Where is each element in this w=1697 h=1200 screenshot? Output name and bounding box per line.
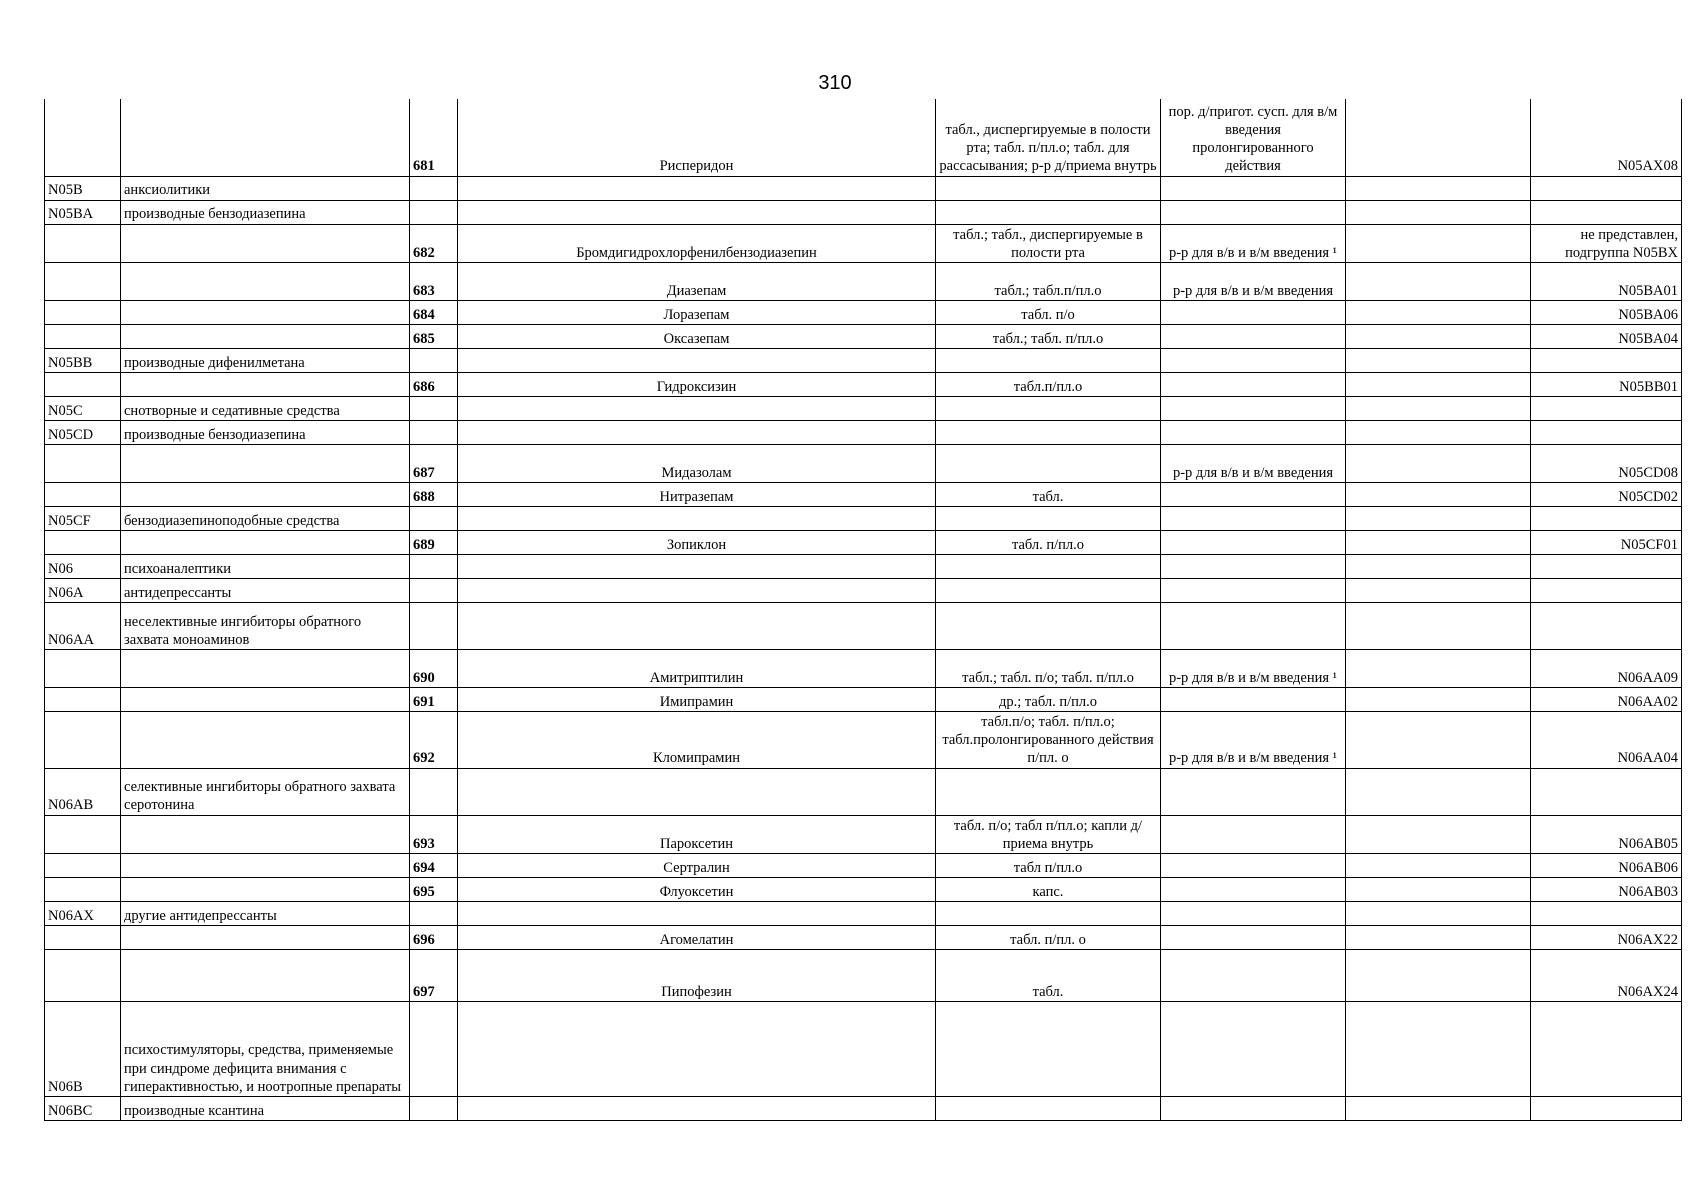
drug-name: Имипрамин xyxy=(458,687,936,711)
atc-code: N06AB06 xyxy=(1531,853,1682,877)
dosage-form: табл. п/о; табл п/пл.о; капли д/приема внутрь xyxy=(936,815,1161,853)
drug-name: Нитразепам xyxy=(458,482,936,506)
atc-group-code: N06AX xyxy=(45,901,121,925)
drug-row xyxy=(45,711,1682,768)
group-row xyxy=(45,768,1682,815)
drug-name xyxy=(458,901,936,925)
dosage-form: табл. п/пл.о xyxy=(936,530,1161,554)
drug-row xyxy=(45,99,1682,176)
drug-row xyxy=(45,444,1682,482)
item-number: 689 xyxy=(410,530,458,554)
note-cell xyxy=(1346,506,1531,530)
dosage-form xyxy=(936,578,1161,602)
dosage-form: табл.; табл. п/пл.о xyxy=(936,324,1161,348)
drug-name: Пипофезин xyxy=(458,949,936,1001)
item-number: 686 xyxy=(410,372,458,396)
injection-form: р-р для в/в и в/м введения ¹ xyxy=(1161,711,1346,768)
dosage-form: табл. п/пл. о xyxy=(936,925,1161,949)
drug-name: Флуоксетин xyxy=(458,877,936,901)
item-number xyxy=(410,554,458,578)
item-number xyxy=(410,200,458,224)
group-name: другие антидепрессанты xyxy=(121,901,410,925)
dosage-form: табл. xyxy=(936,949,1161,1001)
drug-name xyxy=(458,554,936,578)
note-cell xyxy=(1346,578,1531,602)
note-cell xyxy=(1346,530,1531,554)
injection-form xyxy=(1161,530,1346,554)
item-number: 682 xyxy=(410,224,458,262)
group-name: производные бензодиазепина xyxy=(121,420,410,444)
dosage-form xyxy=(936,200,1161,224)
note-cell xyxy=(1346,420,1531,444)
drug-name: Оксазепам xyxy=(458,324,936,348)
item-number xyxy=(410,602,458,649)
atc-group-code xyxy=(45,711,121,768)
item-number: 690 xyxy=(410,649,458,687)
drug-name xyxy=(458,420,936,444)
atc-group-code xyxy=(45,372,121,396)
group-name: психостимуляторы, средства, применяемые при синдроме дефицита внимания с гиперактивностью, и ноотропные препараты xyxy=(121,1001,410,1096)
drug-row xyxy=(45,925,1682,949)
injection-form: р-р для в/в и в/м введения ¹ xyxy=(1161,649,1346,687)
item-number: 685 xyxy=(410,324,458,348)
item-number: 683 xyxy=(410,262,458,300)
injection-form xyxy=(1161,506,1346,530)
item-number: 688 xyxy=(410,482,458,506)
atc-code xyxy=(1531,578,1682,602)
injection-form xyxy=(1161,324,1346,348)
dosage-form xyxy=(936,420,1161,444)
atc-code xyxy=(1531,768,1682,815)
drug-name: Сертралин xyxy=(458,853,936,877)
atc-code xyxy=(1531,200,1682,224)
item-number: 694 xyxy=(410,853,458,877)
drug-row xyxy=(45,482,1682,506)
drug-row xyxy=(45,300,1682,324)
atc-group-code xyxy=(45,853,121,877)
atc-group-code xyxy=(45,444,121,482)
atc-group-code: N06BC xyxy=(45,1096,121,1120)
group-row xyxy=(45,396,1682,420)
item-number: 687 xyxy=(410,444,458,482)
atc-group-code: N06 xyxy=(45,554,121,578)
drug-row xyxy=(45,530,1682,554)
drug-row xyxy=(45,372,1682,396)
dosage-form: табл.п/пл.о xyxy=(936,372,1161,396)
item-number: 695 xyxy=(410,877,458,901)
injection-form xyxy=(1161,687,1346,711)
atc-group-code xyxy=(45,687,121,711)
injection-form xyxy=(1161,482,1346,506)
dosage-form xyxy=(936,444,1161,482)
drug-name: Лоразепам xyxy=(458,300,936,324)
note-cell xyxy=(1346,200,1531,224)
injection-form xyxy=(1161,925,1346,949)
atc-code xyxy=(1531,554,1682,578)
atc-group-code: N05BA xyxy=(45,200,121,224)
drug-name xyxy=(458,176,936,200)
atc-code: N05CD02 xyxy=(1531,482,1682,506)
atc-code: N05BA06 xyxy=(1531,300,1682,324)
note-cell xyxy=(1346,853,1531,877)
note-cell xyxy=(1346,949,1531,1001)
atc-group-code xyxy=(45,949,121,1001)
drug-row xyxy=(45,262,1682,300)
injection-form xyxy=(1161,420,1346,444)
atc-group-code xyxy=(45,925,121,949)
item-number: 692 xyxy=(410,711,458,768)
group-row xyxy=(45,200,1682,224)
injection-form xyxy=(1161,1096,1346,1120)
dosage-form xyxy=(936,768,1161,815)
injection-form xyxy=(1161,176,1346,200)
note-cell xyxy=(1346,901,1531,925)
note-cell xyxy=(1346,602,1531,649)
dosage-form xyxy=(936,176,1161,200)
dosage-form xyxy=(936,602,1161,649)
note-cell xyxy=(1346,372,1531,396)
drug-row xyxy=(45,949,1682,1001)
dosage-form xyxy=(936,348,1161,372)
injection-form: р-р для в/в и в/м введения ¹ xyxy=(1161,224,1346,262)
note-cell xyxy=(1346,687,1531,711)
item-number xyxy=(410,901,458,925)
group-name xyxy=(121,877,410,901)
group-row xyxy=(45,1001,1682,1096)
note-cell xyxy=(1346,711,1531,768)
note-cell xyxy=(1346,1096,1531,1120)
drug-name: Пароксетин xyxy=(458,815,936,853)
injection-form: р-р для в/в и в/м введения xyxy=(1161,444,1346,482)
drug-row xyxy=(45,853,1682,877)
atc-group-code: N06A xyxy=(45,578,121,602)
item-number: 684 xyxy=(410,300,458,324)
item-number xyxy=(410,506,458,530)
atc-group-code: N06AA xyxy=(45,602,121,649)
drug-name xyxy=(458,348,936,372)
group-name: снотворные и седативные средства xyxy=(121,396,410,420)
injection-form: пор. д/пригот. сусп. для в/м введения пролонгированного действия xyxy=(1161,99,1346,176)
atc-code: N05AX08 xyxy=(1531,99,1682,176)
group-name xyxy=(121,324,410,348)
atc-code: N05CD08 xyxy=(1531,444,1682,482)
drug-row xyxy=(45,224,1682,262)
atc-group-code xyxy=(45,324,121,348)
note-cell xyxy=(1346,324,1531,348)
atc-group-code xyxy=(45,815,121,853)
atc-code xyxy=(1531,176,1682,200)
drug-row xyxy=(45,815,1682,853)
group-name xyxy=(121,372,410,396)
item-number xyxy=(410,1096,458,1120)
drug-name: Диазепам xyxy=(458,262,936,300)
group-name: бензодиазепиноподобные средства xyxy=(121,506,410,530)
item-number xyxy=(410,420,458,444)
group-name: производные бензодиазепина xyxy=(121,200,410,224)
drug-name xyxy=(458,200,936,224)
item-number xyxy=(410,768,458,815)
group-name: производные дифенилметана xyxy=(121,348,410,372)
group-name xyxy=(121,925,410,949)
injection-form xyxy=(1161,602,1346,649)
drug-name xyxy=(458,396,936,420)
injection-form xyxy=(1161,372,1346,396)
atc-group-code xyxy=(45,224,121,262)
injection-form xyxy=(1161,901,1346,925)
injection-form xyxy=(1161,1001,1346,1096)
note-cell xyxy=(1346,300,1531,324)
note-cell xyxy=(1346,768,1531,815)
dosage-form: табл.п/о; табл. п/пл.о; табл.пролонгированного действия п/пл. о xyxy=(936,711,1161,768)
group-name: неселективные ингибиторы обратного захвата моноаминов xyxy=(121,602,410,649)
group-name xyxy=(121,300,410,324)
atc-group-code: N05CF xyxy=(45,506,121,530)
group-name: психоаналептики xyxy=(121,554,410,578)
drug-name: Мидазолам xyxy=(458,444,936,482)
note-cell xyxy=(1346,176,1531,200)
dosage-form: табл.; табл. п/о; табл. п/пл.о xyxy=(936,649,1161,687)
atc-code: N06AB05 xyxy=(1531,815,1682,853)
group-name xyxy=(121,99,410,176)
dosage-form xyxy=(936,554,1161,578)
drug-name xyxy=(458,506,936,530)
group-row xyxy=(45,506,1682,530)
dosage-form xyxy=(936,1096,1161,1120)
group-row xyxy=(45,578,1682,602)
item-number: 696 xyxy=(410,925,458,949)
dosage-form xyxy=(936,901,1161,925)
group-name xyxy=(121,711,410,768)
note-cell xyxy=(1346,348,1531,372)
drug-name: Кломипрамин xyxy=(458,711,936,768)
drug-name: Амитриптилин xyxy=(458,649,936,687)
atc-code xyxy=(1531,396,1682,420)
atc-group-code xyxy=(45,99,121,176)
group-row xyxy=(45,901,1682,925)
note-cell xyxy=(1346,649,1531,687)
note-cell xyxy=(1346,815,1531,853)
atc-code: N05BA04 xyxy=(1531,324,1682,348)
atc-code: N06AA09 xyxy=(1531,649,1682,687)
atc-group-code xyxy=(45,482,121,506)
drug-name: Рисперидон xyxy=(458,99,936,176)
drug-name xyxy=(458,768,936,815)
atc-group-code: N06B xyxy=(45,1001,121,1096)
injection-form: р-р для в/в и в/м введения xyxy=(1161,262,1346,300)
atc-code: N05BA01 xyxy=(1531,262,1682,300)
group-name xyxy=(121,815,410,853)
atc-code: N05BB01 xyxy=(1531,372,1682,396)
note-cell xyxy=(1346,482,1531,506)
group-name: производные ксантина xyxy=(121,1096,410,1120)
group-name: антидепрессанты xyxy=(121,578,410,602)
atc-group-code xyxy=(45,300,121,324)
dosage-form: табл.; табл., диспергируемые в полости рта xyxy=(936,224,1161,262)
atc-group-code xyxy=(45,530,121,554)
group-name xyxy=(121,853,410,877)
group-name xyxy=(121,530,410,554)
note-cell xyxy=(1346,224,1531,262)
group-row xyxy=(45,554,1682,578)
atc-group-code: N05CD xyxy=(45,420,121,444)
group-name: селективные ингибиторы обратного захвата серотонина xyxy=(121,768,410,815)
item-number xyxy=(410,348,458,372)
group-row xyxy=(45,1096,1682,1120)
drug-name: Бромдигидрохлорфенилбензодиазепин xyxy=(458,224,936,262)
item-number: 691 xyxy=(410,687,458,711)
atc-code: N06AX24 xyxy=(1531,949,1682,1001)
page-number: 310 xyxy=(818,72,852,94)
atc-group-code: N05B xyxy=(45,176,121,200)
atc-code xyxy=(1531,506,1682,530)
group-row xyxy=(45,420,1682,444)
dosage-form: табл.; табл.п/пл.о xyxy=(936,262,1161,300)
drug-name xyxy=(458,1096,936,1120)
group-name xyxy=(121,949,410,1001)
item-number xyxy=(410,396,458,420)
note-cell xyxy=(1346,396,1531,420)
group-name xyxy=(121,444,410,482)
atc-code xyxy=(1531,348,1682,372)
item-number xyxy=(410,176,458,200)
note-cell xyxy=(1346,554,1531,578)
group-name xyxy=(121,262,410,300)
drug-name: Зопиклон xyxy=(458,530,936,554)
dosage-form: капс. xyxy=(936,877,1161,901)
dosage-form: табл., диспергируемые в полости рта; табл. п/пл.о; табл. для рассасывания; р-р д/приема внутрь xyxy=(936,99,1161,176)
atc-group-code: N05C xyxy=(45,396,121,420)
item-number xyxy=(410,578,458,602)
injection-form xyxy=(1161,300,1346,324)
drug-row xyxy=(45,649,1682,687)
group-name xyxy=(121,649,410,687)
injection-form xyxy=(1161,949,1346,1001)
dosage-form xyxy=(936,396,1161,420)
drug-row xyxy=(45,687,1682,711)
injection-form xyxy=(1161,768,1346,815)
dosage-form xyxy=(936,506,1161,530)
drug-name: Гидроксизин xyxy=(458,372,936,396)
drug-table xyxy=(44,99,1682,1121)
injection-form xyxy=(1161,396,1346,420)
dosage-form xyxy=(936,1001,1161,1096)
item-number: 681 xyxy=(410,99,458,176)
atc-code xyxy=(1531,901,1682,925)
dosage-form: табл. xyxy=(936,482,1161,506)
atc-code: N06AA04 xyxy=(1531,711,1682,768)
note-cell xyxy=(1346,262,1531,300)
group-row xyxy=(45,602,1682,649)
note-cell xyxy=(1346,99,1531,176)
drug-row xyxy=(45,324,1682,348)
atc-group-code: N05BB xyxy=(45,348,121,372)
group-row xyxy=(45,176,1682,200)
injection-form xyxy=(1161,348,1346,372)
atc-group-code xyxy=(45,649,121,687)
atc-code: не представлен, подгруппа N05BX xyxy=(1531,224,1682,262)
drug-name xyxy=(458,578,936,602)
item-number: 693 xyxy=(410,815,458,853)
atc-code xyxy=(1531,420,1682,444)
atc-group-code xyxy=(45,877,121,901)
group-row xyxy=(45,348,1682,372)
atc-code xyxy=(1531,1001,1682,1096)
dosage-form: табл. п/о xyxy=(936,300,1161,324)
injection-form xyxy=(1161,877,1346,901)
group-name xyxy=(121,224,410,262)
injection-form xyxy=(1161,554,1346,578)
drug-name xyxy=(458,602,936,649)
note-cell xyxy=(1346,877,1531,901)
group-name: анксиолитики xyxy=(121,176,410,200)
drug-name xyxy=(458,1001,936,1096)
injection-form xyxy=(1161,853,1346,877)
atc-group-code xyxy=(45,262,121,300)
injection-form xyxy=(1161,200,1346,224)
note-cell xyxy=(1346,1001,1531,1096)
injection-form xyxy=(1161,578,1346,602)
atc-code: N06AX22 xyxy=(1531,925,1682,949)
injection-form xyxy=(1161,815,1346,853)
group-name xyxy=(121,687,410,711)
item-number xyxy=(410,1001,458,1096)
dosage-form: др.; табл. п/пл.о xyxy=(936,687,1161,711)
atc-code xyxy=(1531,602,1682,649)
atc-code xyxy=(1531,1096,1682,1120)
atc-group-code: N06AB xyxy=(45,768,121,815)
drug-row xyxy=(45,877,1682,901)
atc-code: N05CF01 xyxy=(1531,530,1682,554)
atc-code: N06AA02 xyxy=(1531,687,1682,711)
note-cell xyxy=(1346,925,1531,949)
atc-code: N06AB03 xyxy=(1531,877,1682,901)
table-body xyxy=(45,99,1682,1120)
note-cell xyxy=(1346,444,1531,482)
group-name xyxy=(121,482,410,506)
drug-name: Агомелатин xyxy=(458,925,936,949)
dosage-form: табл п/пл.о xyxy=(936,853,1161,877)
item-number: 697 xyxy=(410,949,458,1001)
